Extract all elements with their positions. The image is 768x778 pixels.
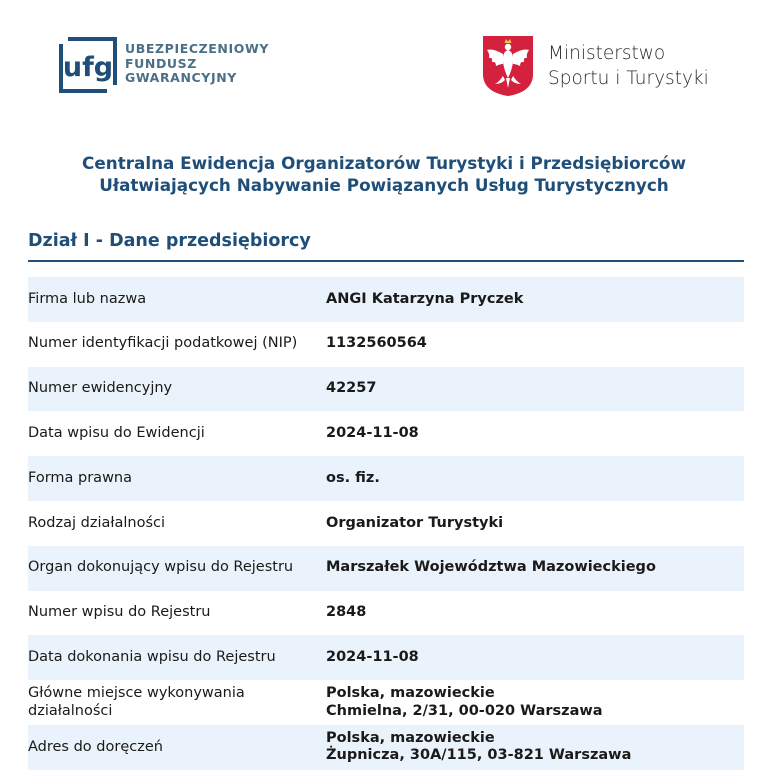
eagle-emblem-icon xyxy=(481,34,535,98)
table-row-nip xyxy=(28,322,744,367)
row-value: 1132560564 xyxy=(326,335,427,352)
table-row-delivery-address xyxy=(28,725,744,770)
row-value: 2848 xyxy=(326,604,367,621)
ufg-mark-icon xyxy=(57,33,119,95)
table-row-entry-date xyxy=(28,411,744,456)
row-value: Organizator Turystyki xyxy=(326,514,504,531)
row-label: Forma prawna xyxy=(28,469,133,486)
row-value: ANGI Katarzyna Pryczek xyxy=(326,290,524,307)
row-label: Rodzaj działalności xyxy=(28,514,166,531)
row-label: Firma lub nazwa xyxy=(28,290,147,307)
row-label: Numer ewidencyjny xyxy=(28,380,173,397)
table-row-firm-name xyxy=(28,277,744,322)
row-value-line-1: Polska, mazowieckie xyxy=(326,685,495,702)
ufg-name-line-2: FUNDUSZ xyxy=(125,55,197,71)
row-label: Numer wpisu do Rejestru xyxy=(28,604,211,621)
row-label: Organ dokonujący wpisu do Rejestru xyxy=(28,559,294,576)
ministry-name-line-2: Sportu i Turystyki xyxy=(548,68,709,89)
table-row-register-number xyxy=(28,591,744,636)
ministry-logo xyxy=(481,34,709,98)
ufg-name-line-3: GWARANCYJNY xyxy=(125,70,237,86)
row-value: 42257 xyxy=(326,380,377,397)
ufg-name-line-1: UBEZPIECZENIOWY xyxy=(125,41,269,57)
section-divider xyxy=(28,260,744,262)
table-row-registry-number xyxy=(28,367,744,412)
row-label: Data wpisu do Ewidencji xyxy=(28,425,205,442)
ministry-name xyxy=(548,41,709,91)
row-value-line-1: Polska, mazowieckie xyxy=(326,729,495,746)
ministry-name-line-1: Ministerstwo xyxy=(548,43,666,64)
row-value: Marszałek Województwa Mazowieckiego xyxy=(326,559,656,576)
row-label-line-1: Główne miejsce wykonywania xyxy=(28,685,245,702)
table-row-legal-form xyxy=(28,456,744,501)
ufg-logo xyxy=(57,33,269,95)
row-label: Numer identyfikacji podatkowej (NIP) xyxy=(28,335,298,352)
row-value xyxy=(326,685,744,720)
ufg-name xyxy=(125,42,269,86)
row-label-line-2: działalności xyxy=(28,702,113,719)
row-label xyxy=(28,685,326,720)
row-label: Data dokonania wpisu do Rejestru xyxy=(28,649,276,666)
document-title-line-1: Centralna Ewidencja Organizatorów Turystyki i Przedsiębiorców xyxy=(82,153,686,173)
row-value: 2024-11-08 xyxy=(326,425,419,442)
row-value-line-2: Żupnicza, 30A/115, 03-821 Warszawa xyxy=(326,747,632,764)
entrepreneur-data-table xyxy=(28,277,744,770)
document-title xyxy=(0,152,768,196)
table-row-registering-authority xyxy=(28,546,744,591)
ufg-mark-text: ufg xyxy=(62,52,114,83)
table-row-register-entry-date xyxy=(28,635,744,680)
section-heading: Dział I - Dane przedsiębiorcy xyxy=(28,231,311,251)
row-label: Adres do doręczeń xyxy=(28,738,163,755)
document-title-line-2: Ułatwiających Nabywanie Powiązanych Usług Turystycznych xyxy=(99,175,669,195)
table-row-activity-type xyxy=(28,501,744,546)
row-value xyxy=(326,730,744,765)
row-value: 2024-11-08 xyxy=(326,649,419,666)
row-value: os. fiz. xyxy=(326,469,380,486)
row-value-line-2: Chmielna, 2/31, 00-020 Warszawa xyxy=(326,702,603,719)
table-row-main-place-of-business xyxy=(28,680,744,725)
